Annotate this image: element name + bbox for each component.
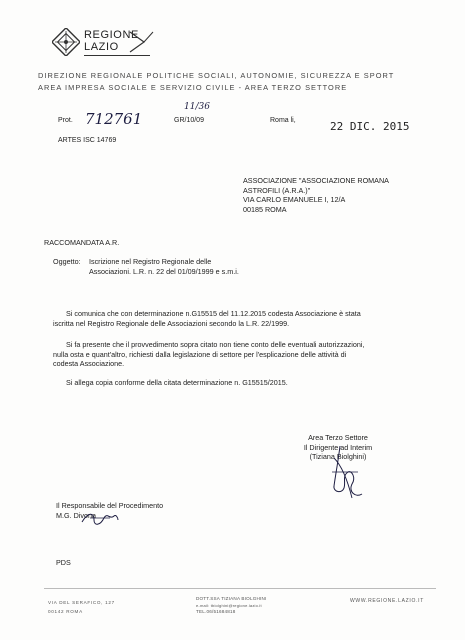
department-line-2: AREA IMPRESA SOCIALE E SERVIZIO CIVILE - AREA TERZO SETTORE xyxy=(38,83,348,92)
logo-underline xyxy=(84,55,150,56)
prot-label: Prot. xyxy=(58,117,73,124)
initials-scribble-icon xyxy=(80,508,120,530)
ref-fraction-handwritten: 11/36 xyxy=(184,102,210,112)
paragraph-1 xyxy=(53,309,413,328)
footer-contact-line: DOTT.SSA TIZIANA BIOLGHINI xyxy=(196,596,267,601)
responsabile-title: Il Responsabile del Procedimento xyxy=(56,501,164,510)
pds-initials: PDS xyxy=(56,558,71,567)
signature-name: (Tiziana Biolghini) xyxy=(309,452,367,462)
paragraph-line: Si fa presente che il provvedimento sopra citato non tiene conto delle eventuali autorizzazioni, xyxy=(66,340,365,349)
footer-address-line: 00142 ROMA xyxy=(48,609,83,614)
footer-address xyxy=(48,598,115,616)
footer-contact-line: e-mail: tbiolghini@regione.lazio.it xyxy=(196,602,262,608)
paragraph-line: nulla osta e quant'altro, richiesti dalla legislazione di settore per l'esplicazione delle attività di xyxy=(53,349,347,359)
footer-contact xyxy=(196,596,266,616)
recipient-line: 00185 ROMA xyxy=(243,204,287,214)
date-stamp: 22 DIC. 2015 xyxy=(330,120,410,133)
artes-code: ARTES ISC 14769 xyxy=(58,137,117,144)
department-line-1: DIREZIONE REGIONALE POLITICHE SOCIALI, AUTONOMIE, SICUREZZA E SPORT xyxy=(38,71,395,80)
recipient-line: ASTROFILI (A.R.A.)" xyxy=(243,185,311,195)
recipient-line: ASSOCIAZIONE "ASSOCIAZIONE ROMANA xyxy=(243,176,389,185)
oggetto-line: Associazioni. L.R. n. 22 del 01/09/1999 e s.m.i. xyxy=(89,266,239,276)
footer-divider xyxy=(44,588,436,589)
place-label: Roma li, xyxy=(270,117,296,124)
paragraph-line: Si comunica che con determinazione n.G15515 del 11.12.2015 codesta Associazione è stata xyxy=(66,309,361,318)
ref-code: GR/10/09 xyxy=(174,117,204,124)
logo-chevron-icon xyxy=(126,28,154,56)
prot-number-handwritten: 712761 xyxy=(85,110,143,128)
raccomandata: RACCOMANDATA A.R. xyxy=(44,238,120,247)
recipient-address xyxy=(243,176,389,214)
logo-line-1: REGIONE xyxy=(84,29,139,41)
signature-role: Il Dirigente ad Interim xyxy=(303,442,373,452)
paragraph-3: Si allega copia conforme della citata determinazione n. G15515/2015. xyxy=(66,378,288,387)
paragraph-line: iscritta nel Registro Regionale delle Associazioni secondo la L.R. 22/1999. xyxy=(53,318,290,328)
paragraph-2 xyxy=(53,340,413,369)
footer-website: WWW.REGIONE.LAZIO.IT xyxy=(350,598,424,604)
oggetto-text xyxy=(89,257,239,276)
logo-line-2: LAZIO xyxy=(84,41,119,53)
oggetto-label: Oggetto: xyxy=(53,257,81,266)
footer-address-line: VIA DEL SERAFICO, 127 xyxy=(48,600,115,605)
responsabile-name: M.G. Divona xyxy=(56,510,96,520)
regione-lazio-logo-icon xyxy=(52,28,80,56)
paragraph-line: codesta Associazione. xyxy=(53,359,125,369)
handwritten-signature-icon xyxy=(312,442,372,502)
signature-area: Area Terzo Settore xyxy=(308,433,368,442)
oggetto-line: Iscrizione nel Registro Regionale delle xyxy=(89,257,212,266)
footer-contact-line: TEL.06/51684818 xyxy=(196,609,236,614)
recipient-line: VIA CARLO EMANUELE I, 12/A xyxy=(243,195,346,205)
